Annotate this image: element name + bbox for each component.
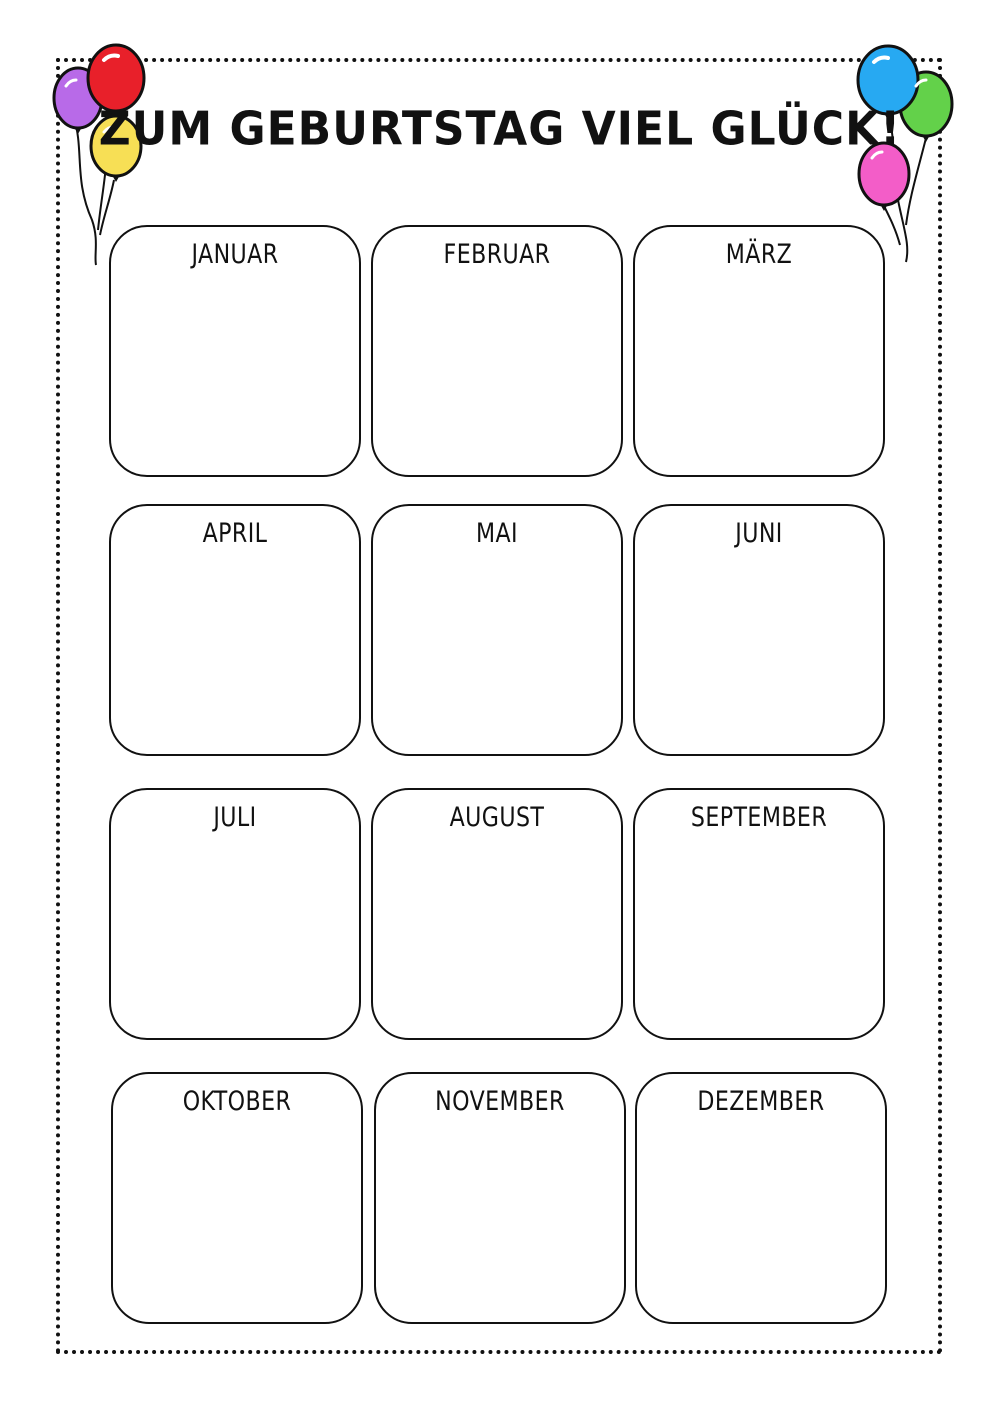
page-title: ZUM GEBURTSTAG VIEL GLÜCK! [98, 102, 902, 157]
month-label: OKTOBER [182, 1086, 292, 1117]
month-label: MÄRZ [725, 239, 793, 270]
month-box-september [633, 788, 885, 1040]
month-label: SEPTEMBER [690, 802, 828, 833]
month-box-oktober [111, 1072, 363, 1324]
month-box-dezember [635, 1072, 887, 1324]
month-label: DEZEMBER [697, 1086, 825, 1117]
month-box-januar [109, 225, 361, 477]
month-label: JUNI [735, 518, 783, 549]
month-label: AUGUST [449, 802, 545, 833]
month-box-maerz [633, 225, 885, 477]
month-box-februar [371, 225, 623, 477]
month-label: JULI [213, 802, 257, 833]
month-box-april [109, 504, 361, 756]
month-box-juli [109, 788, 361, 1040]
month-label: JANUAR [191, 239, 279, 270]
month-box-august [371, 788, 623, 1040]
month-label: APRIL [202, 518, 268, 549]
month-label: NOVEMBER [435, 1086, 565, 1117]
month-box-mai [371, 504, 623, 756]
month-label: FEBRUAR [443, 239, 551, 270]
month-box-juni [633, 504, 885, 756]
month-label: MAI [475, 518, 518, 549]
month-box-november [374, 1072, 626, 1324]
